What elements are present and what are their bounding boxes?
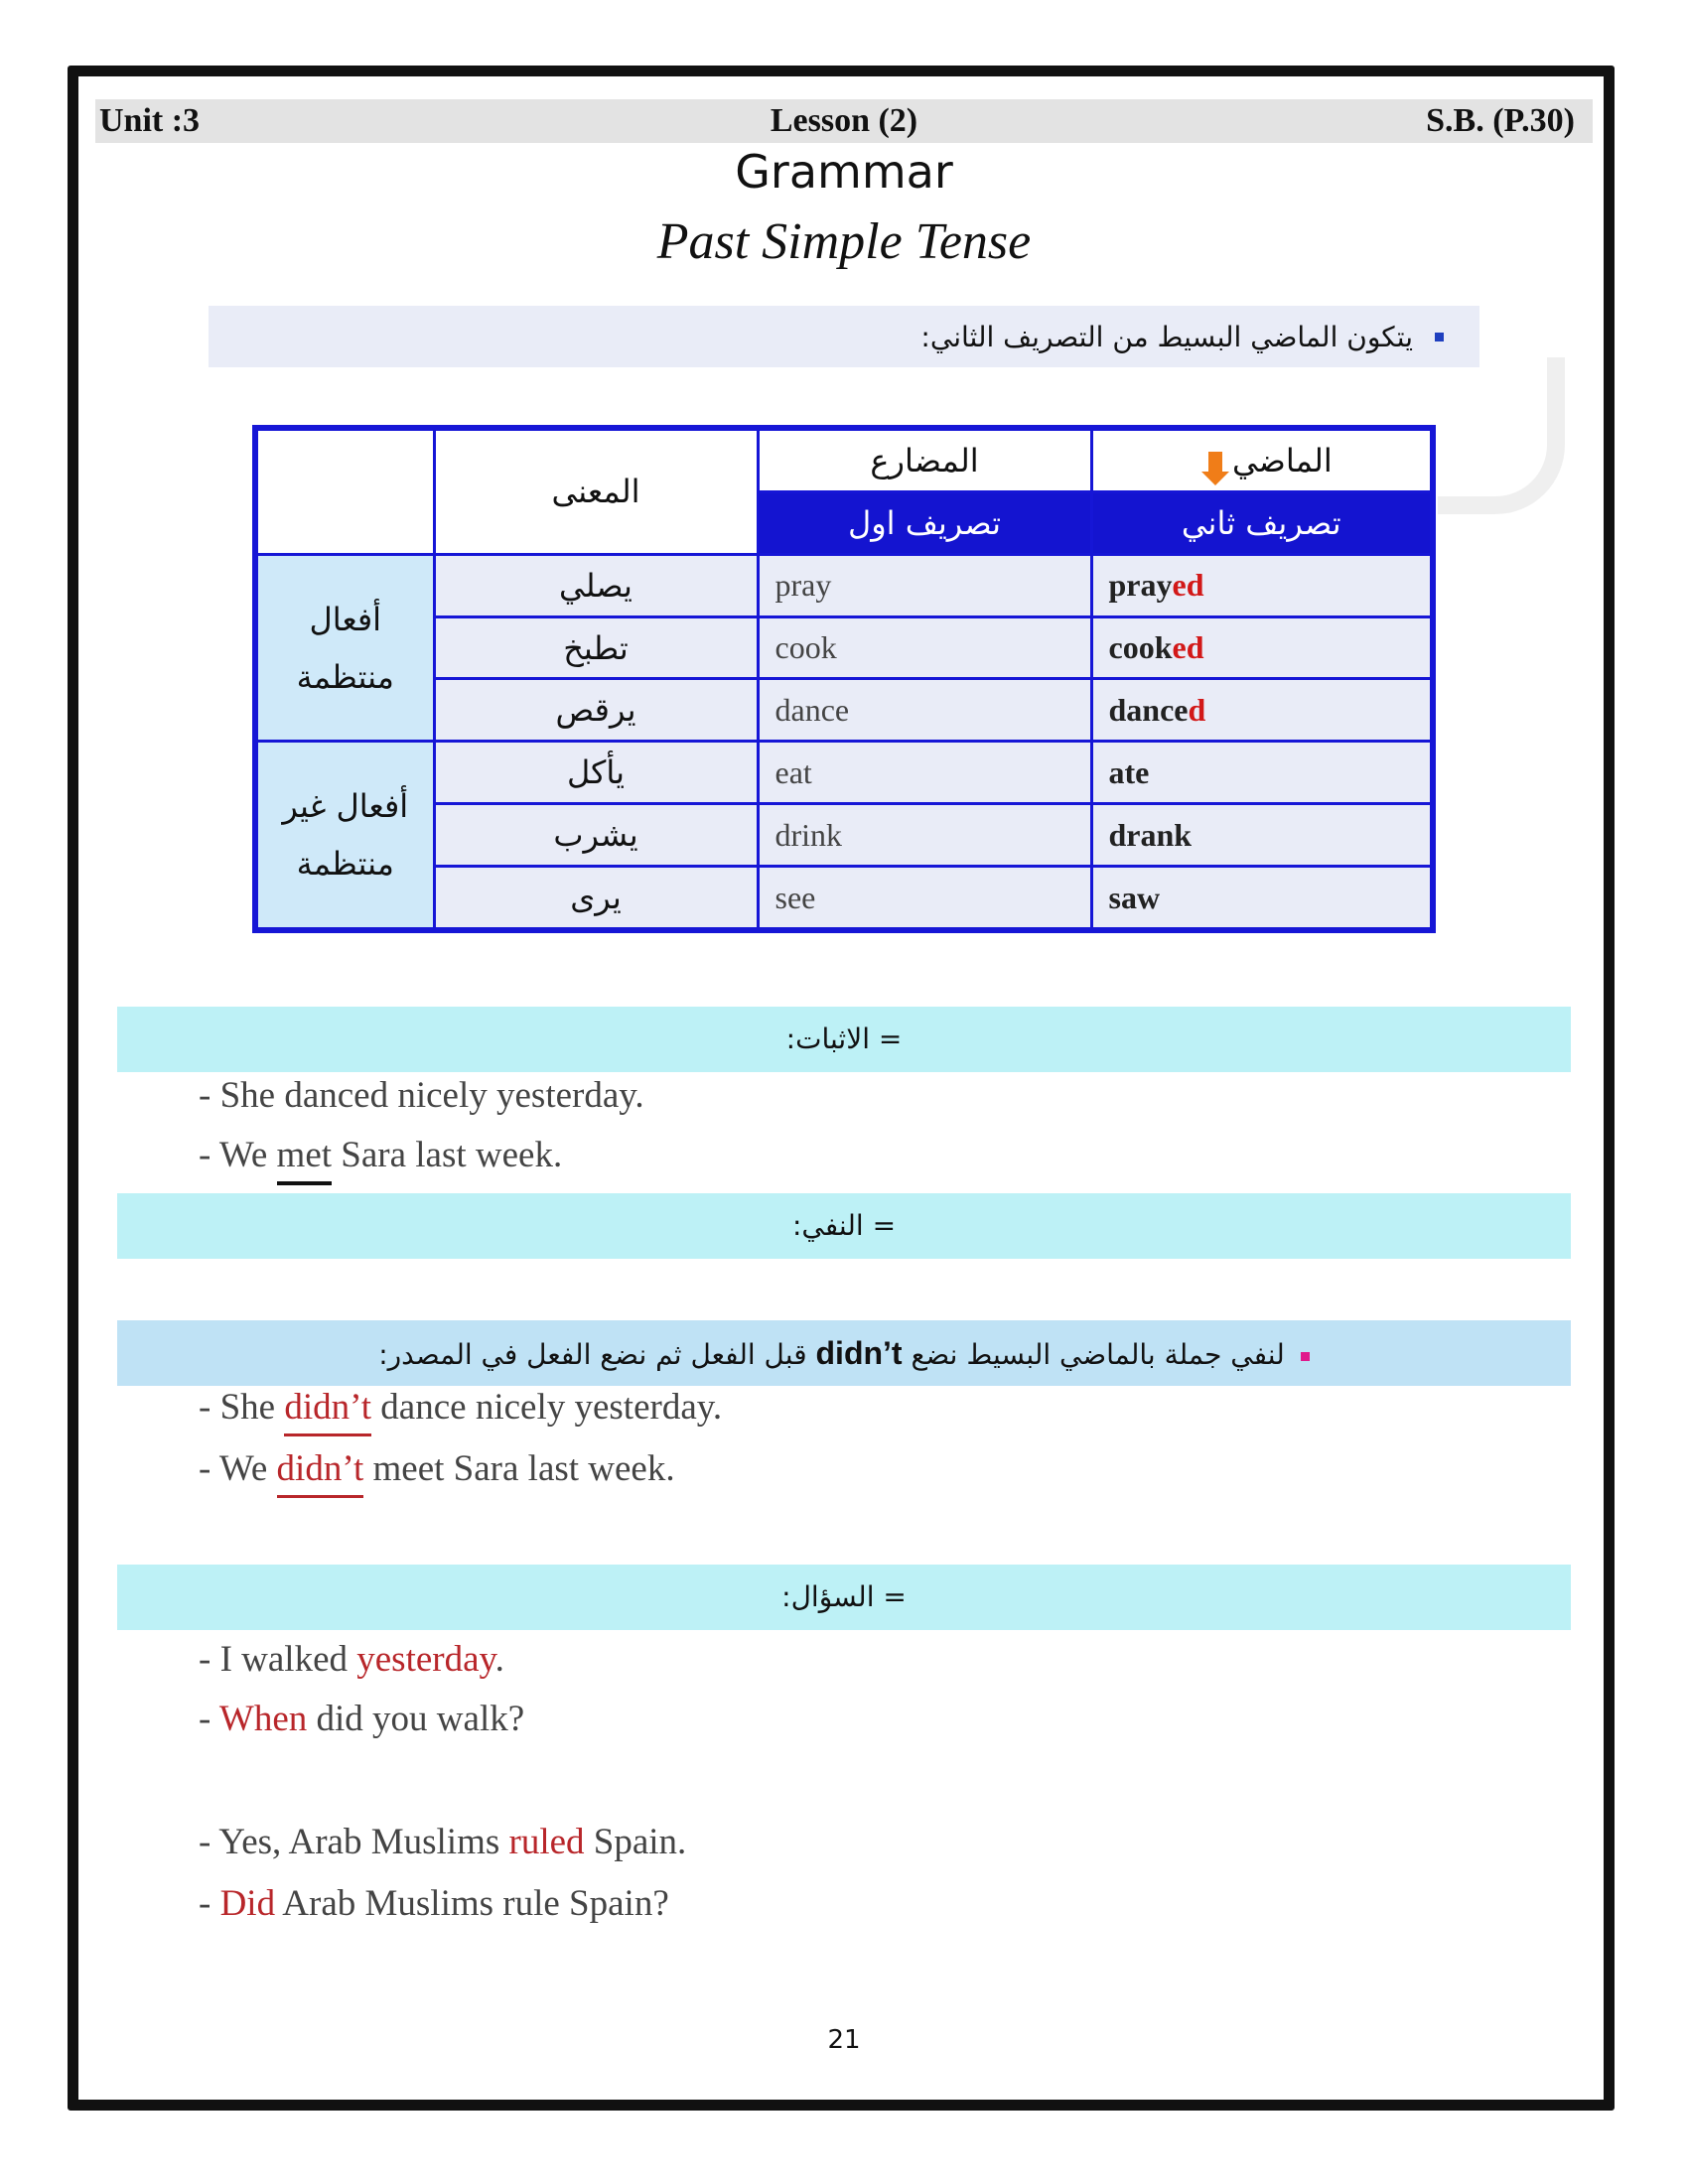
past-suffix: d xyxy=(1188,691,1206,728)
past-cell: ate xyxy=(1091,742,1433,804)
past-cell xyxy=(1091,679,1433,742)
highlighted-word: yesterday xyxy=(356,1639,495,1680)
affirmative-sentence-1: - She danced nicely yesterday. xyxy=(199,1075,644,1116)
bullet-icon xyxy=(1301,1352,1310,1361)
past-base: cook xyxy=(1108,629,1173,666)
negative-sentence-1 xyxy=(199,1386,722,1430)
group-regular: أفعال منتظمة xyxy=(255,554,434,742)
question-sentence-1 xyxy=(199,1638,504,1682)
present-cell: pray xyxy=(758,554,1091,616)
past-base: dance xyxy=(1108,691,1189,728)
present-cell: drink xyxy=(758,804,1091,867)
page-title: Grammar xyxy=(735,145,953,199)
subheader-first-form: تصريف اول xyxy=(758,491,1091,554)
page-number: 21 xyxy=(827,2025,861,2055)
highlighted-word: Did xyxy=(219,1883,276,1924)
sentence-part: Sara last week. xyxy=(332,1135,563,1175)
bullet-icon xyxy=(1435,333,1444,341)
header-meaning: المعنى xyxy=(434,428,758,554)
sentence-part: - xyxy=(199,1699,219,1739)
highlighted-word: When xyxy=(218,1699,308,1739)
sentence-part: dance nicely yesterday. xyxy=(371,1387,723,1428)
past-cell xyxy=(1091,616,1433,679)
highlighted-word: didn’t xyxy=(284,1387,371,1436)
affirmative-sentence-2 xyxy=(199,1134,562,1177)
meaning-cell: يأكل xyxy=(434,742,758,804)
negative-rule-keyword: didn’t xyxy=(815,1335,903,1371)
underlined-verb: met xyxy=(277,1135,332,1185)
past-cell xyxy=(1091,554,1433,616)
past-cell: drank xyxy=(1091,804,1433,867)
sentence-part: . xyxy=(494,1639,504,1680)
arrow-down-icon xyxy=(1208,452,1222,474)
sentence-part: Arab Muslims rule Spain? xyxy=(275,1883,669,1924)
meaning-cell: يرى xyxy=(434,867,758,930)
question-sentence-3 xyxy=(199,1821,686,1864)
negative-sentence-2 xyxy=(199,1447,675,1491)
question-label: = السؤال: xyxy=(781,1580,907,1613)
header-present: المضارع xyxy=(758,428,1091,491)
past-suffix: ed xyxy=(1172,629,1204,666)
group-irregular: أفعال غير منتظمة xyxy=(255,742,434,930)
sentence-part: - We xyxy=(199,1135,277,1175)
negative-band xyxy=(117,1193,1571,1259)
sb-page-label: S.B. (P.30) xyxy=(1426,102,1575,139)
sentence-part: did you walk? xyxy=(307,1699,525,1739)
meaning-cell: يشرب xyxy=(434,804,758,867)
unit-label: Unit :3 xyxy=(99,102,201,139)
header-past xyxy=(1091,428,1433,491)
question-band xyxy=(117,1565,1571,1630)
sentence-part: meet Sara last week. xyxy=(363,1448,675,1489)
negative-rule-c: قبل الفعل ثم نضع الفعل في المصدر: xyxy=(378,1338,807,1371)
past-cell: saw xyxy=(1091,867,1433,930)
negative-label: = النفي: xyxy=(791,1209,897,1242)
verb-table xyxy=(252,425,1436,933)
past-suffix: ed xyxy=(1172,567,1204,604)
highlighted-word: ruled xyxy=(508,1822,585,1862)
affirmative-band xyxy=(117,1007,1571,1072)
negative-rule-a: لنفي جملة بالماضي البسيط نضع xyxy=(911,1338,1285,1371)
sentence-part: Spain. xyxy=(584,1822,687,1862)
sentence-part: - I walked xyxy=(199,1639,357,1680)
present-cell: see xyxy=(758,867,1091,930)
meaning-cell: يصلي xyxy=(434,554,758,616)
sentence-part: - She xyxy=(199,1387,285,1428)
lesson-label: Lesson (2) xyxy=(770,102,918,139)
present-cell: eat xyxy=(758,742,1091,804)
rule-note xyxy=(209,306,1479,367)
rule-note-text: يتكون الماضي البسيط من التصريف الثاني: xyxy=(920,320,1413,353)
meaning-cell: تطبخ xyxy=(434,616,758,679)
sentence-part: - xyxy=(199,1883,220,1924)
question-sentence-4 xyxy=(199,1882,669,1926)
present-cell: cook xyxy=(758,616,1091,679)
watermark xyxy=(1438,357,1565,514)
meaning-cell: يرقص xyxy=(434,679,758,742)
highlighted-word: didn’t xyxy=(277,1448,364,1498)
page-subtitle: Past Simple Tense xyxy=(656,213,1032,270)
question-sentence-2 xyxy=(199,1698,524,1741)
sentence-part: - Yes, Arab Muslims xyxy=(199,1822,509,1862)
affirmative-label: = الاثبات: xyxy=(785,1023,903,1055)
table-corner xyxy=(255,428,434,554)
present-cell: dance xyxy=(758,679,1091,742)
sentence-part: - We xyxy=(199,1448,277,1489)
header-past-label: الماضي xyxy=(1231,441,1333,479)
past-base: pray xyxy=(1108,567,1173,604)
subheader-second-form: تصريف ثاني xyxy=(1091,491,1433,554)
negative-rule-band xyxy=(117,1320,1571,1386)
